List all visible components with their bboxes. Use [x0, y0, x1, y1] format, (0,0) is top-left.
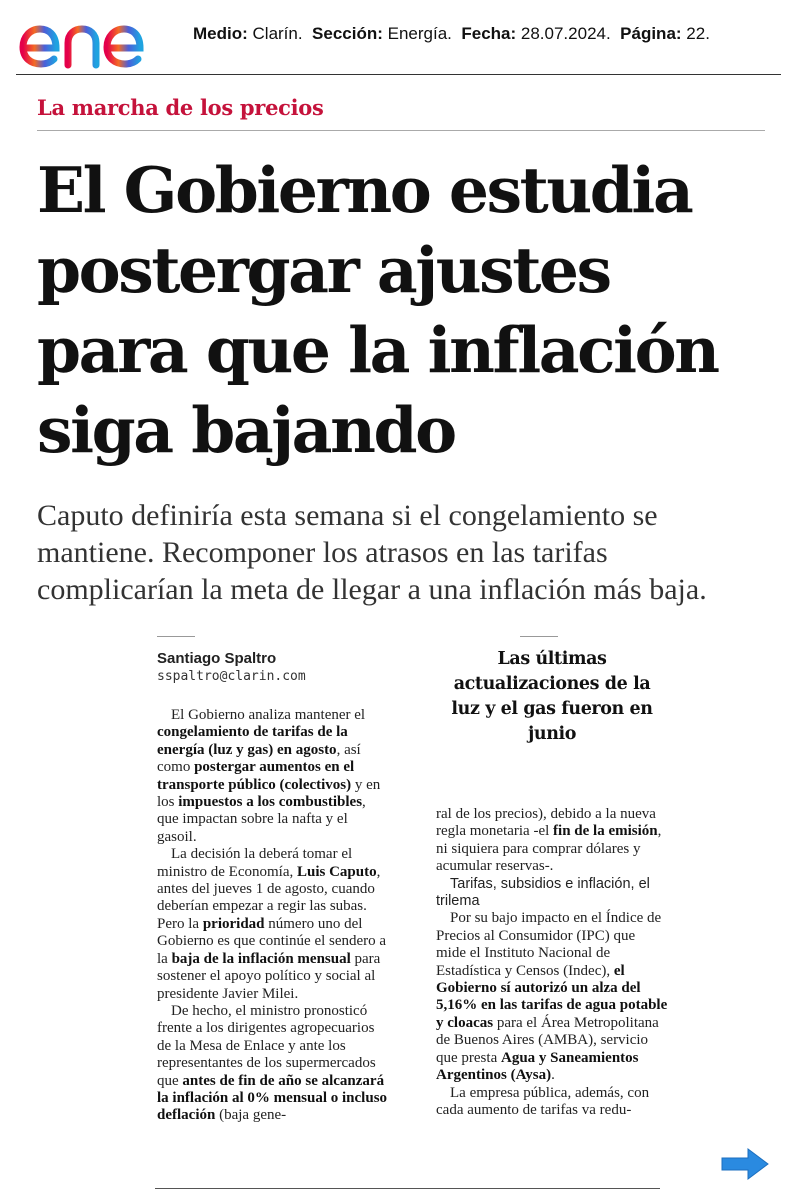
deck-subtitle: Caputo definiría esta semana si el congelamiento se mantiene. Recomponer los atrasos en las tarifas complicarían la meta de llegar a una inflación más baja.	[37, 499, 707, 606]
paragraph: La empresa pública, además, con cada aumento de tarifas va redu-	[436, 1084, 650, 1118]
enel-logo	[18, 8, 180, 70]
headline: El Gobierno estudia postergar ajustes para que la inflación siga bajando	[37, 153, 718, 467]
footer-divider	[155, 1188, 660, 1189]
section-title: La marcha de los precios	[37, 95, 324, 120]
author-email: sspaltro@clarin.com	[157, 669, 306, 684]
box-title: Las últimas actualizaciones de la luz y el gas fueron en junio	[451, 649, 653, 744]
paragraph: ral de los precios), debido a la nueva regla monetaria -el fin de la emisión, ni siquiera para comprar dólares y acumular reservas-.	[436, 806, 662, 875]
article-column-1	[157, 707, 389, 1125]
document-meta: Medio: Clarín. Sección: Energía. Fecha: 28.07.2024. Página: 22.	[193, 24, 710, 43]
article-column-2	[436, 806, 668, 1119]
header-divider	[16, 74, 781, 75]
paragraph: El Gobierno analiza mantener el congelamiento de tarifas de la energía (luz y gas) en agosto, así como postergar aumentos en el transporte público (colectivos) y en los impuestos a los combustibles, que impactan sobre la nafta y el gasoil.	[157, 707, 381, 845]
paragraph: La decisión la deberá tomar el ministro de Economía, Luis Caputo, antes del jueves 1 de agosto, cuando deberían empezar a regir las subas. Pero la prioridad número uno del Gobierno es que continúe el sendero a la baja de la inflación mensual para sostener el apoyo político y social al presidente Javier Milei.	[157, 846, 387, 1002]
section-divider	[37, 130, 765, 131]
byline-rule	[157, 636, 195, 637]
paragraph: De hecho, el ministro pronosticó frente a los dirigentes agropecuarios de la Mesa de Enlace y ante los representantes de los supermercados que antes de fin de año se alcanzará la inflación al 0% mensual o incluso deflación (baja gene-	[157, 1002, 388, 1124]
author-name: Santiago Spaltro	[157, 650, 277, 667]
subheading: Tarifas, subsidios e inflación, el trilema	[436, 875, 650, 910]
arrow-right-icon[interactable]	[720, 1147, 770, 1181]
box-rule	[520, 636, 558, 637]
paragraph: Por su bajo impacto en el Índice de Precios al Consumidor (IPC) que mide el Instituto Nacional de Estadística y Censos (Indec), el Gobierno sí autorizó un alza del 5,16% en las tarifas de agua potable y cloacas para el Área Metropolitana de Buenos Aires (AMBA), servicio que presta Agua y Saneamientos Argentinos (Aysa).	[436, 910, 668, 1084]
